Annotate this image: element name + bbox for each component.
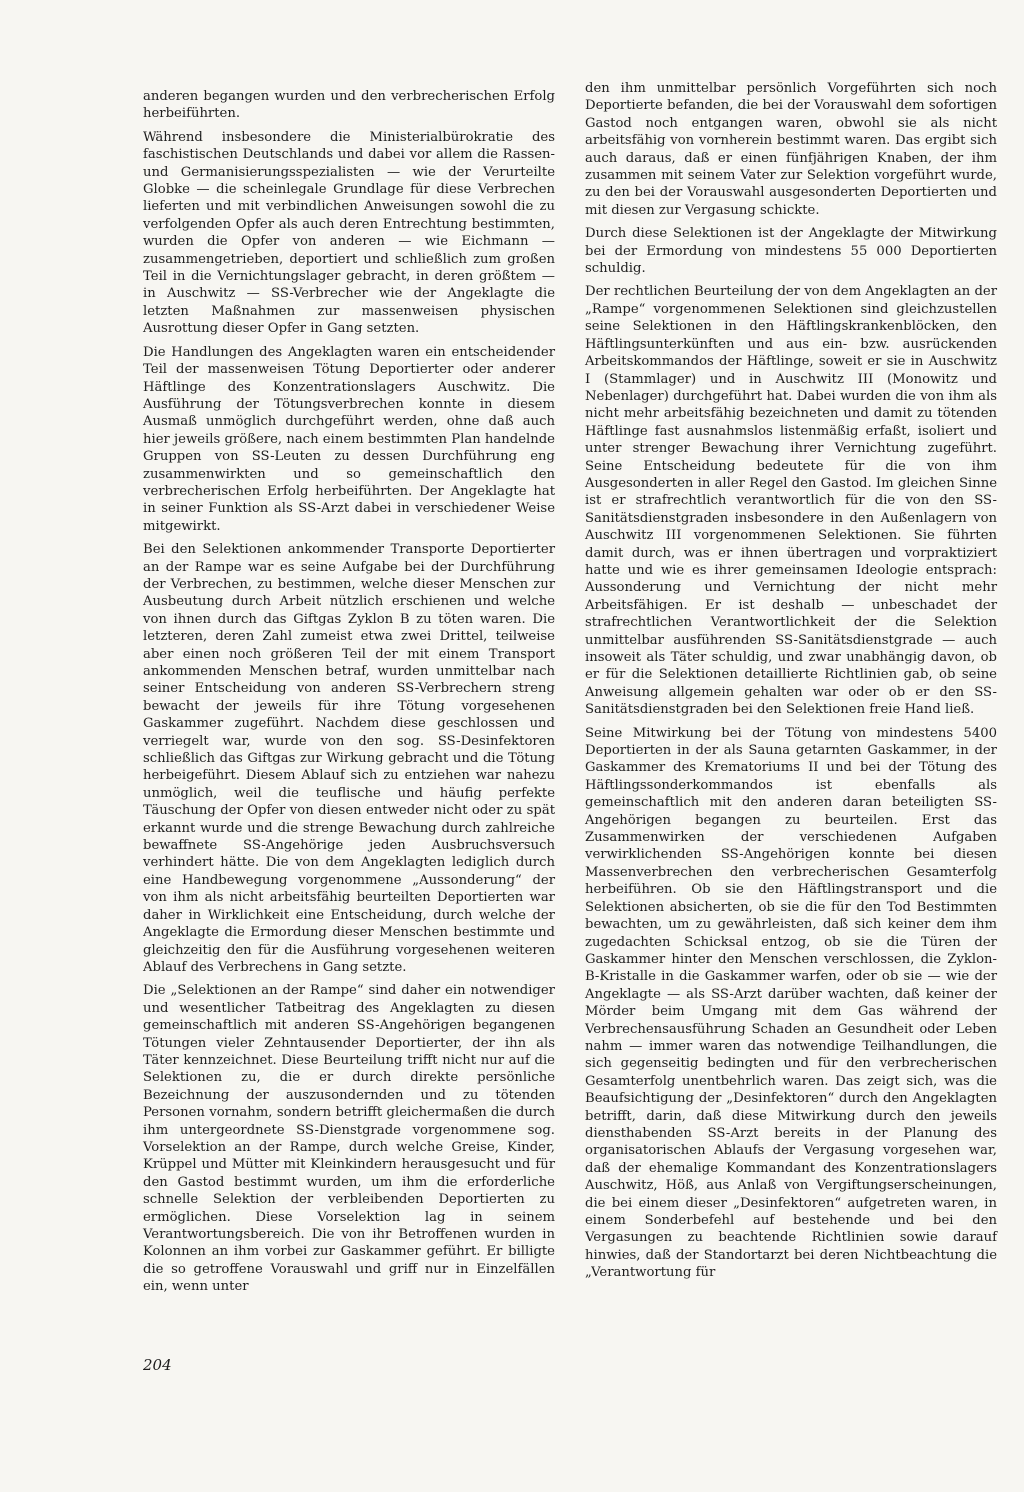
paragraph: Bei den Selektionen ankommender Transporte Deportierter an der Rampe war es seine Aufgabe bei der Durchführung der Verbrechen, zu bestimmen, welche dieser Menschen zur Ausbeutung durch Arbeit nützlich erschienen und welche von ihnen durch das Giftgas Zyklon B zu töten waren. Die letzteren, deren Zahl zumeist etwa zwei Drittel, teilweise aber einen noch größeren Teil der mit einem Transport ankommenden Menschen betraf, wurden unmittelbar nach seiner Entscheidung von anderen SS-Verbrechern streng bewacht der jeweils für ihre Tötung vorgesehenen Gaskammer zugeführt. Nachdem diese geschlossen und verriegelt war, wurde von den sog. SS-Desinfektoren schließlich das Giftgas zur Wirkung gebracht und die Tötung herbeigeführt. Diesem Ablauf sich zu entziehen war nahezu unmöglich, weil die teuflische und häufig perfekte Täuschung der Opfer von diesen entweder nicht oder zu spät erkannt wurde und die strenge Bewachung durch zahlreiche bewaffnete SS-Angehörige jeden Ausbruchsversuch verhindert hätte. Die von dem Angeklagten lediglich durch eine Handbewegung vorgenommene „Aussonderung“ der von ihm als nicht arbeitsfähig beurteilten Deportierten war daher in Wirklichkeit eine Entscheidung, durch welche der Angeklagte die Ermordung dieser Menschen bestimmte und gleichzeitig den für die Ausführung vorgesehenen weiteren Ablauf des Verbrechens in Gang setzte. <box>143 542 555 975</box>
right-column <box>585 80 997 1288</box>
paragraph: Die „Selektionen an der Rampe“ sind daher ein notwendiger und wesentlicher Tatbeitrag des Angeklagten zu diesen gemeinschaftlich mit anderen SS-Angehörigen begangenen Tötungen vieler Zehntausender Deportierter, der ihn als Täter kennzeichnet. Diese Beurteilung trifft nicht nur auf die Selektionen zu, die er durch direkte persönliche Bezeichnung der auszusondernden und zu tötenden Personen vornahm, sondern betrifft gleichermaßen die durch ihm untergeordnete SS-Dienstgrade vorgenommene sog. Vorselektion an der Rampe, durch welche Greise, Kinder, Krüppel und Mütter mit Kleinkindern herausgesucht und für den Gastod bestimmt wurden, um ihm die erforderliche schnelle Selektion der verbleibenden Deportierten zu ermöglichen. Diese Vorselektion lag in seinem Verantwortungsbereich. Die von ihr Betroffenen wurden in Kolonnen an ihm vorbei zur Gaskammer geführt. Er billigte die so getroffene Vorauswahl und griff nur in Einzelfällen ein, wenn unter <box>143 983 555 1295</box>
paragraph: anderen begangen wurden und den verbrecherischen Erfolg herbeiführten. <box>143 89 555 122</box>
paragraph: Seine Mitwirkung bei der Tötung von mindestens 5400 Deportierten in der als Sauna getarnten Gaskammer, in der Gaskammer des Krematoriums II und bei der Tötung des Häftlingssonderkommandos ist ebenfalls als gemeinschaftlich mit den anderen daran beteiligten SS-Angehörigen begangen zu beurteilen. Erst das Zusammenwirken der verschiedenen Aufgaben verwirklichenden SS-Angehörigen konnte bei diesen Massenverbrechen den verbrecherischen Gesamterfolg herbeiführen. Ob sie den Häftlingstransport und die Selektionen absicherten, ob sie die für den Tod Bestimmten bewachten, um zu gewährleisten, daß sich keiner dem ihm zugedachten Schicksal entzog, ob sie die Türen der Gaskammer hinter den Menschen verschlossen, die Zyklon-B-Kristalle in die Gaskammer warfen, oder ob sie — wie der Angeklagte — als SS-Arzt darüber wachten, daß keiner der Mörder beim Umgang mit dem Gas während der Verbrechensausführung Schaden an Gesundheit oder Leben nahm — immer waren das notwendige Teilhandlungen, die sich gegenseitig bedingten und für den verbrecherischen Gesamterfolg unentbehrlich waren. Das zeigt sich, was die Beaufsichtigung der „Desinfektoren“ durch den Angeklagten betrifft, darin, daß diese Mitwirkung durch den jeweils diensthabenden SS-Arzt bereits in der Planung des organisatorischen Ablaufs der Vergasung vorgesehen war, daß der ehemalige Kommandant des Konzentrationslagers Auschwitz, Höß, aus Anlaß von Vergiftungserscheinungen, die bei einem dieser „Desinfektoren“ aufgetreten waren, in einem Sonderbefehl auf bestehende und bei den Vergasungen zu beachtende Richtlinien sowie darauf hinwies, daß der Standortarzt bei deren Nichtbeachtung die „Verantwortung für <box>585 725 997 1281</box>
paragraph: Während insbesondere die Ministerialbürokratie des faschistischen Deutschlands und dabei vor allem die Rassen- und Germanisierungsspezialisten — wie der Verurteilte Globke — die scheinlegale Grundlage für diese Verbrechen lieferten und mit verbindlichen Anweisungen sowohl die zu verfolgenden Opfer als auch deren Entrechtung bestimmten, wurden die Opfer von anderen — wie Eichmann — zusammengetrieben, deportiert und schließlich zum großen Teil in die Vernichtungslager gebracht, in deren größtem — in Auschwitz — SS-Verbrecher wie der Angeklagte die letzten Maßnahmen zur massenweisen physischen Ausrottung dieser Opfer in Gang setzten. <box>143 129 555 337</box>
paragraph: den ihm unmittelbar persönlich Vorgeführten sich noch Deportierte befanden, die bei der Vorauswahl dem sofortigen Gastod noch entgangen waren, obwohl sie als nicht arbeitsfähig von vornherein bestimmt waren. Das ergibt sich auch daraus, daß er einen fünfjährigen Knaben, der ihm zusammen mit seinem Vater zur Selektion vorgeführt wurde, zu den bei der Vorauswahl ausgesonderten Deportierten und mit diesen zur Vergasung schickte. <box>585 81 997 218</box>
left-column <box>143 88 555 1302</box>
paragraph: Die Handlungen des Angeklagten waren ein entscheidender Teil der massenweisen Tötung Deportierter oder anderer Häftlinge des Konzentrationslagers Auschwitz. Die Ausführung der Tötungsverbrechen konnte in diesem Ausmaß unmöglich durchgeführt werden, ohne daß auch hier jeweils größere, nach einem bestimmten Plan handelnde Gruppen von SS-Leuten zu dessen Durchführung eng zusammenwirkten und so gemeinschaftlich den verbrecherischen Erfolg herbeiführten. Der Angeklagte hat in seiner Funktion als SS-Arzt dabei in verschiedener Weise mitgewirkt. <box>143 344 555 534</box>
paragraph: Durch diese Selektionen ist der Angeklagte der Mitwirkung bei der Ermordung von mindestens 55 000 Deportierten schuldig. <box>585 226 997 277</box>
paragraph: Der rechtlichen Beurteilung der von dem Angeklagten an der „Rampe“ vorgenommenen Selektionen sind gleichzustellen seine Selektionen in den Häftlingskrankenblöcken, den Häftlingsunterkünften und aus ein- bzw. ausrückenden Arbeitskommandos der Häftlinge, soweit er sie in Auschwitz I (Stammlager) und in Auschwitz III (Monowitz und Nebenlager) durchgeführt hat. Dabei wurden die von ihm als nicht mehr arbeitsfähig bezeichneten und damit zu tötenden Häftlinge fast ausnahmslos listenmäßig erfaßt, isoliert und unter strenger Bewachung ihrer Vernichtung zugeführt. Seine Entscheidung bedeutete für die von ihm Ausgesonderten in aller Regel den Gastod. Im gleichen Sinne ist er strafrechtlich verantwortlich für die von den SS-Sanitätsdienstgraden insbesondere in den Außenlagern von Auschwitz III vorgenommenen Selektionen. Sie führten damit durch, was er ihnen übertragen und vorpraktiziert hatte und wie es ihrer gemeinsamen Ideologie entsprach: Aussonderung und Vernichtung der nicht mehr Arbeitsfähigen. Er ist deshalb — unbeschadet der strafrechtlichen Verantwortlichkeit der die Selektion unmittelbar ausführenden SS-Sanitätsdienstgrade — auch insoweit als Täter schuldig, und zwar unabhängig davon, ob er für die Selektionen detaillierte Richtlinien gab, ob seine Anweisung allgemein gehalten war oder ob er den SS-Sanitätsdienstgraden bei den Selektionen freie Hand ließ. <box>585 284 997 718</box>
page-number: 204 <box>143 1356 172 1374</box>
